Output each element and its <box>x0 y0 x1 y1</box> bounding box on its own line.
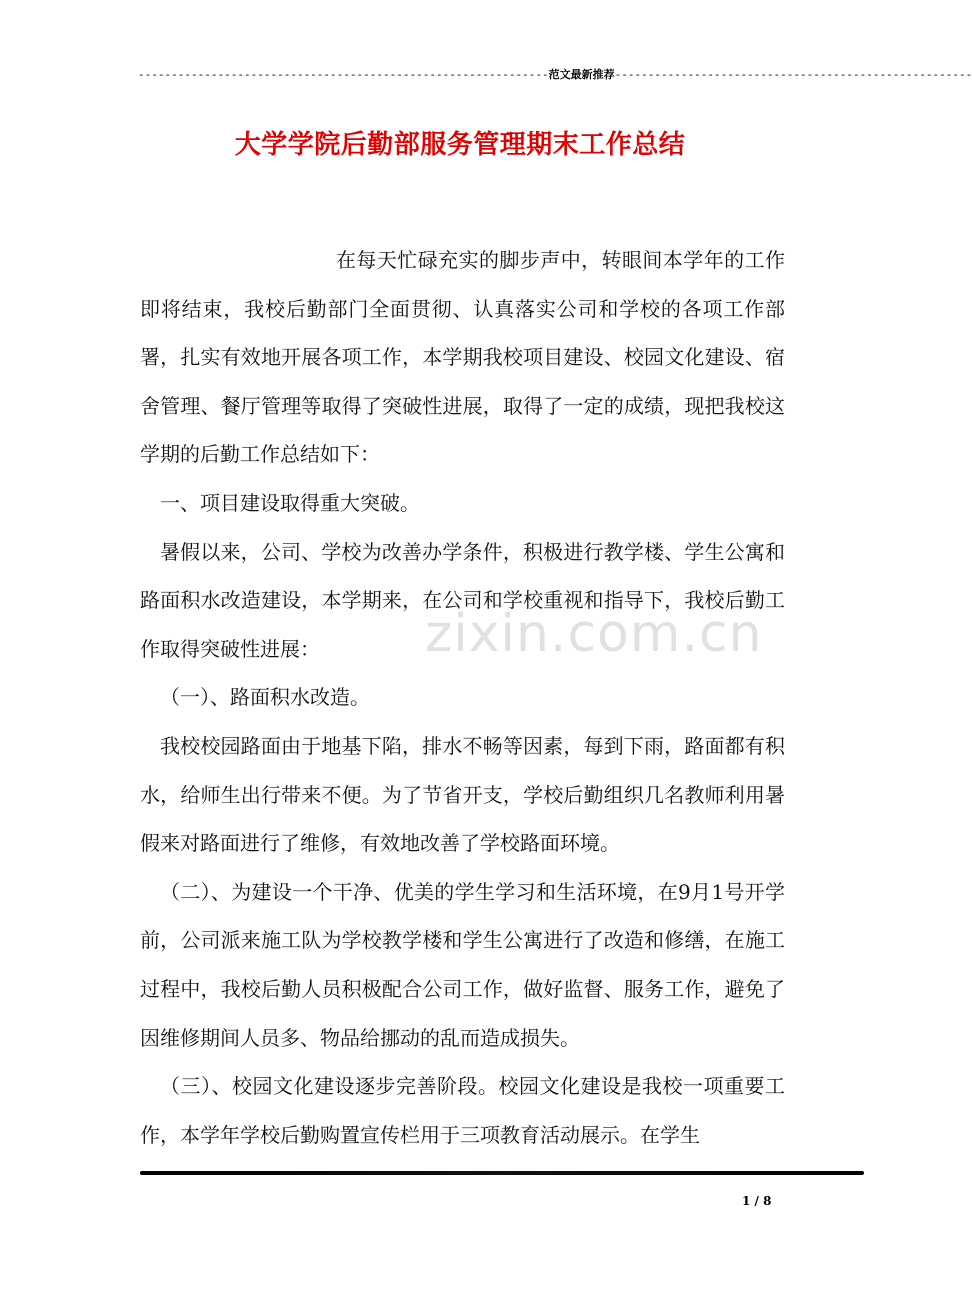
paragraph-subsection-3: （三）、校园文化建设逐步完善阶段。校园文化建设是我校一项重要工作，本学年学校后勤购置宣传栏用于三项教育活动展示。在学生 <box>140 1074 785 1147</box>
page-header <box>138 68 972 82</box>
page-number: 1 / 8 <box>742 1194 772 1208</box>
document-body <box>140 236 785 1159</box>
paragraph-section-1: 暑假以来，公司、学校为改善办学条件，积极进行教学楼、学生公寓和路面积水改造建设，本学期来，在公司和学校重视和指导下，我校后勤工作取得突破性进展： <box>140 539 785 661</box>
header-dash-right: ------------------------------------------------------ <box>614 68 972 81</box>
header-label: 范文最新推荐 <box>548 68 615 81</box>
document-title: 大学学院后勤部服务管理期末工作总结 <box>234 130 686 160</box>
watermark: zixin.com.cn <box>425 604 763 664</box>
paragraph-intro: 在每天忙碌充实的脚步声中，转眼间本学年的工作即将结束，我校后勤部门全面贯彻、认真落实公司和学校的各项工作部署，扎实有效地开展各项工作，本学期我校项目建设、校园文化建设、宿舍管理、餐厅管理等取得了突破性进展，取得了一定的成绩，现把我校这学期的后勤工作总结如下： <box>140 248 785 467</box>
paragraph-subsection-2: （二）、为建设一个干净、优美的学生学习和生活环境，在9月1号开学前，公司派来施工队为学校教学楼和学生公寓进行了改造和修缮，在施工过程中，我校后勤人员积极配合公司工作，做好监督、服务工作，避免了因维修期间人员多、物品给挪动的乱而造成损失。 <box>140 879 785 1050</box>
heading-subsection-1: （一）、路面积水改造。 <box>160 685 370 710</box>
footer-rule <box>140 1171 864 1175</box>
header-dash-left: -------------------------------------------------------------- <box>138 68 549 81</box>
paragraph-subsection-1: 我校校园路面由于地基下陷，排水不畅等因素，每到下雨，路面都有积水，给师生出行带来不便。为了节省开支，学校后勤组织几名教师利用暑假来对路面进行了维修，有效地改善了学校路面环境。 <box>140 733 785 856</box>
heading-section-1: 一、项目建设取得重大突破。 <box>160 490 420 515</box>
